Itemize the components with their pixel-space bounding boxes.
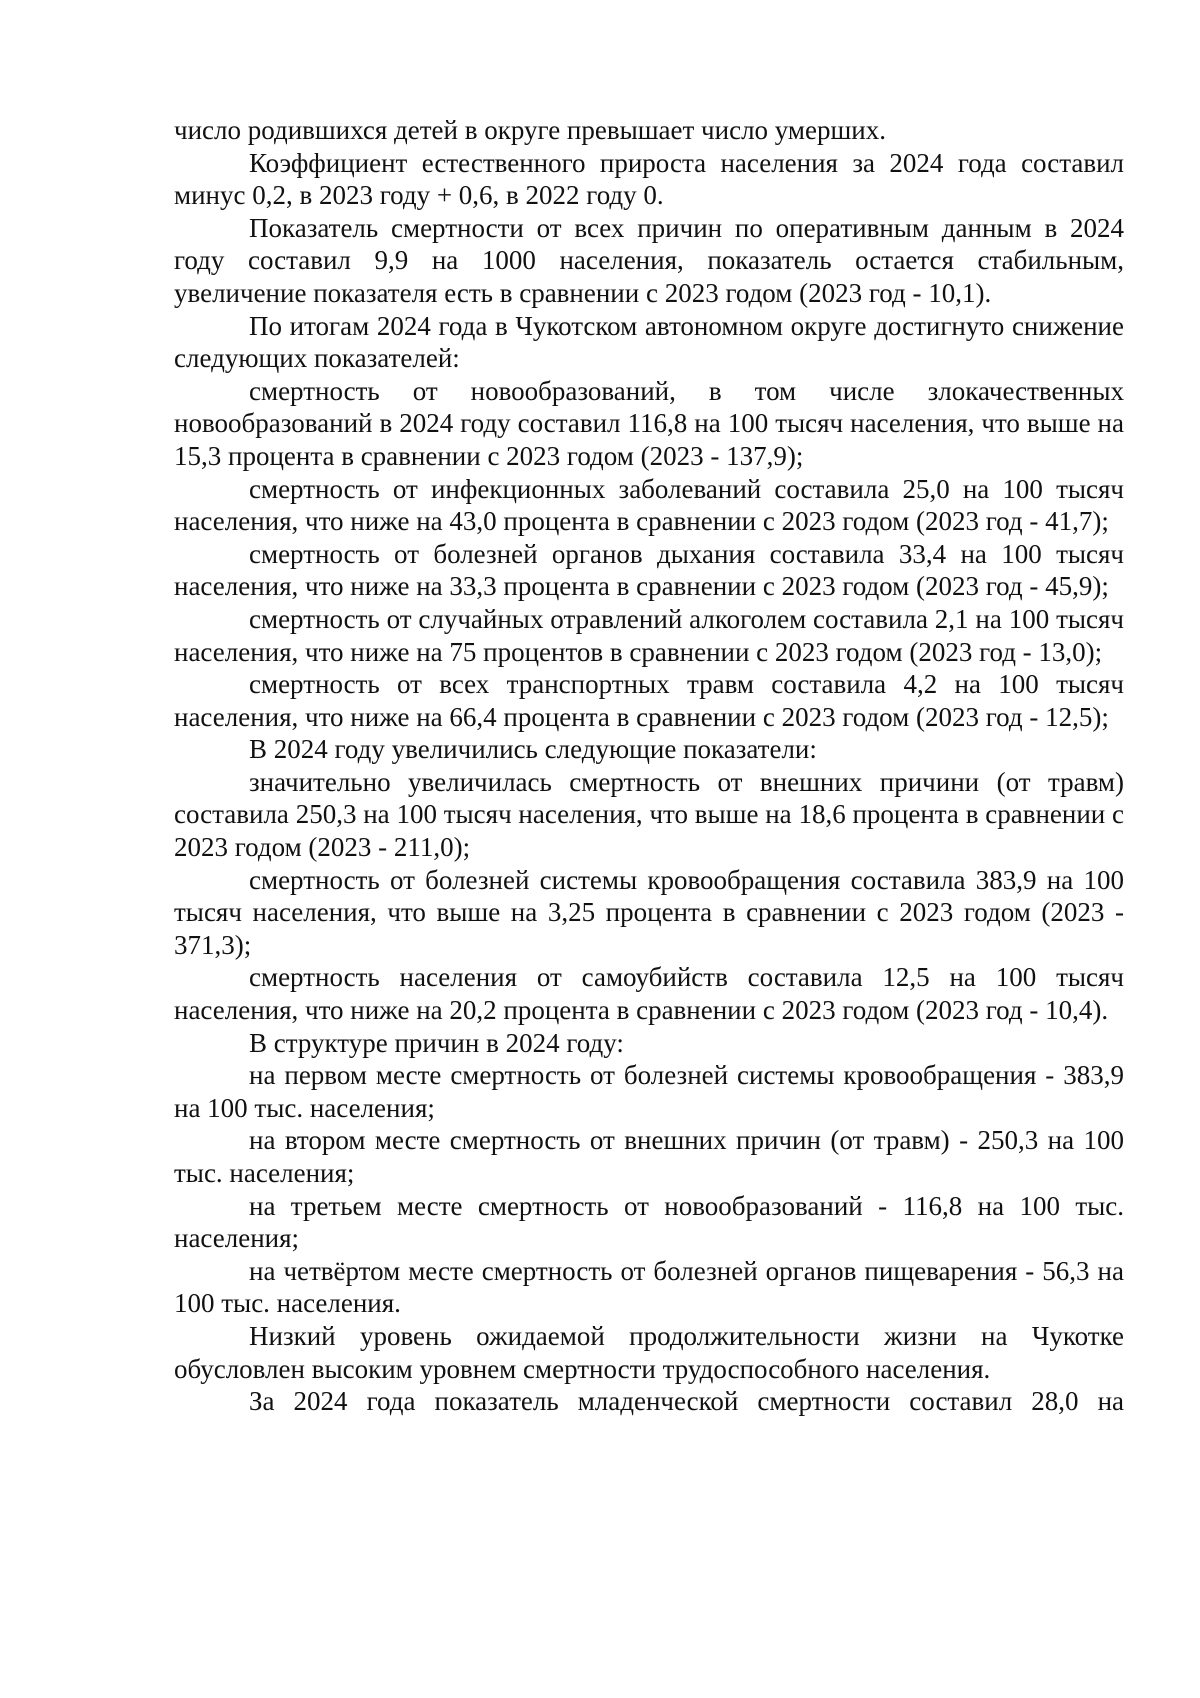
- paragraph-infant-mortality: За 2024 года показатель младенческой смертности составил 28,0 на: [249, 1386, 1124, 1417]
- paragraph-second-place: на втором месте смертность от внешних причин (от травм) - 250,3 на 100 тыс. населения;: [174, 1125, 1124, 1188]
- paragraph-respiratory: смертность от болезней органов дыхания составила 33,4 на 100 тысяч населения, что ниже на 33,3 процента в сравнении с 2023 годом (2023 год - 45,9);: [174, 538, 1124, 602]
- paragraph-continuation: число родившихся детей в округе превышает число умерших.: [174, 115, 886, 145]
- document-page: [174, 114, 1124, 1418]
- paragraph-alcohol: смертность от случайных отравлений алкоголем составила 2,1 на 100 тысяч населения, что ниже на 75 процентов в сравнении с 2023 годом (2023 год - 13,0);: [174, 603, 1124, 667]
- paragraph-decrease-intro: По итогам 2024 года в Чукотском автономном округе достигнуто снижение следующих показателей:: [174, 310, 1124, 374]
- paragraph-natural-growth: Коэффициент естественного прироста населения за 2024 года составил минус 0,2, в 2023 году + 0,6, в 2022 году 0.: [174, 147, 1124, 211]
- paragraph-infectious: смертность от инфекционных заболеваний составила 25,0 на 100 тысяч населения, что ниже на 43,0 процента в сравнении с 2023 годом (2023 год - 41,7);: [174, 473, 1124, 537]
- paragraph-neoplasms: смертность от новообразований, в том числе злокачественных новообразований в 2024 году составил 116,8 на 100 тысяч населения, что выше на 15,3 процента в сравнении с 2023 годом (2023 - 137,9);: [174, 375, 1124, 471]
- paragraph-life-expectancy: Низкий уровень ожидаемой продолжительности жизни на Чукотке обусловлен высоким уровнем смертности трудоспособного населения.: [174, 1320, 1124, 1384]
- paragraph-increase-intro: В 2024 году увеличились следующие показатели:: [249, 734, 817, 765]
- paragraph-suicide: смертность населения от самоубийств составила 12,5 на 100 тысяч населения, что ниже на 20,2 процента в сравнении с 2023 годом (2023 год - 10,4).: [174, 962, 1124, 1026]
- paragraph-first-place: на первом месте смертность от болезней системы кровообращения - 383,9 на 100 тыс. населения;: [174, 1060, 1124, 1123]
- paragraph-mortality-rate: Показатель смертности от всех причин по оперативным данным в 2024 году составил 9,9 на 1000 населения, показатель остается стабильным, увеличение показателя есть в сравнении с 2023 годом (2023 год - 10,1).: [174, 212, 1124, 308]
- paragraph-structure-intro: В структуре причин в 2024 году:: [249, 1027, 624, 1058]
- paragraph-external-causes: значительно увеличилась смертность от внешних причини (от травм) составила 250,3 на 100 тысяч населения, что выше на 18,6 процента в сравнении с 2023 годом (2023 - 211,0);: [174, 766, 1124, 863]
- paragraph-third-place: на третьем месте смертность от новообразований - 116,8 на 100 тыс. населения;: [174, 1190, 1124, 1254]
- paragraph-circulatory: смертность от болезней системы кровообращения составила 383,9 на 100 тысяч населения, что выше на 3,25 процента в сравнении с 2023 годом (2023 - 371,3);: [174, 864, 1124, 960]
- paragraph-transport: смертность от всех транспортных травм составила 4,2 на 100 тысяч населения, что ниже на 66,4 процента в сравнении с 2023 годом (2023 год - 12,5);: [174, 669, 1124, 732]
- paragraph-fourth-place: на четвёртом месте смертность от болезней органов пищеварения - 56,3 на 100 тыс. населения.: [174, 1255, 1124, 1319]
